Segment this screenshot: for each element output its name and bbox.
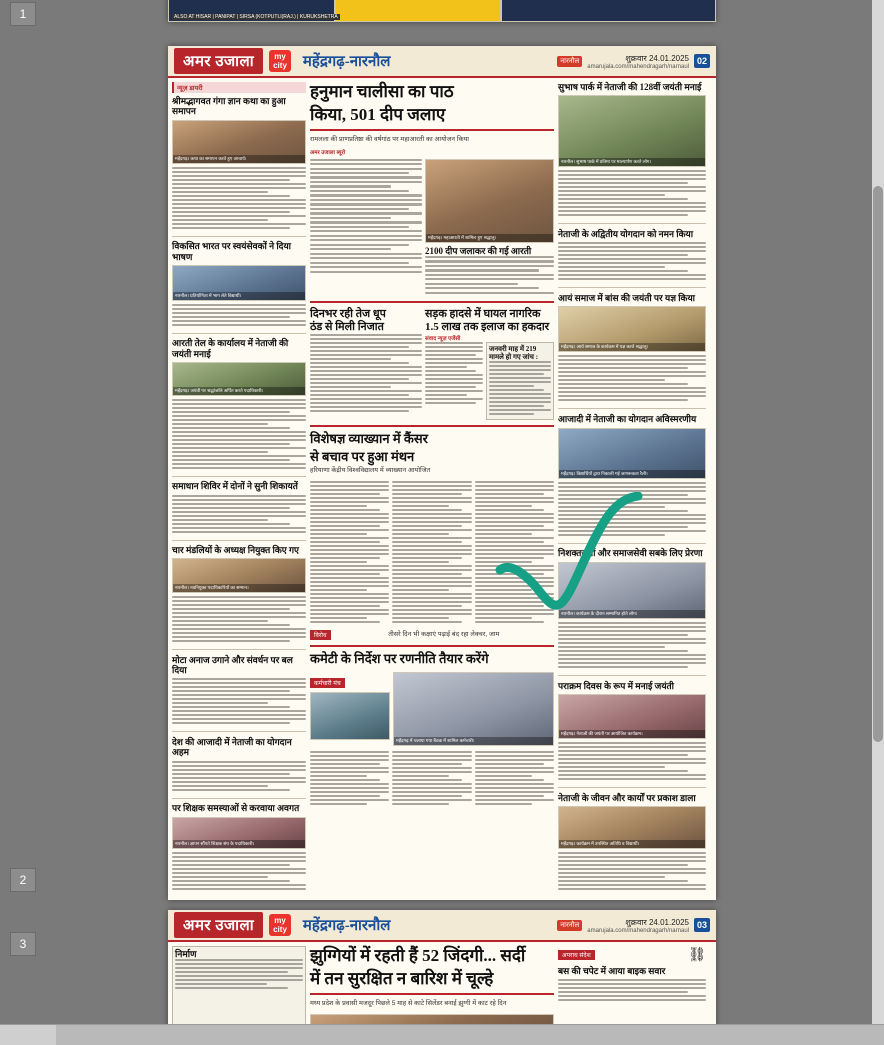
left-story3-caption: महेंद्रगढ़। जयंती पर श्रद्धांजलि अर्पित करते पदाधिकारी। xyxy=(173,387,305,395)
right-column xyxy=(558,82,706,892)
lead-body xyxy=(310,159,422,273)
center-story5-body-col1 xyxy=(310,751,389,807)
center-story2-body xyxy=(310,334,422,412)
next-edition-name: महेंद्रगढ़-नारनौल xyxy=(302,918,391,934)
masthead xyxy=(168,46,716,78)
next-page-badge: 03 xyxy=(694,918,710,932)
city-badge: नारनौल xyxy=(557,56,582,67)
center-story2-headline-line1: दिनभर रही तेज धूप xyxy=(310,308,386,321)
left-story2-caption: नारनौल। प्रतियोगिता में भाग लेते विद्यार्थी। xyxy=(173,292,305,300)
center-story3-sidebar-headline: जनवरी माह में 219 मामले हो गए जांच : xyxy=(489,344,539,361)
right-story3-caption: महेंद्रगढ़। आर्य समाज के कार्यक्रम में यज्ञ करते श्रद्धालु। xyxy=(559,343,705,351)
next-left-box xyxy=(172,946,306,1025)
center-story5-body-col2 xyxy=(392,751,471,807)
right-story4-photo xyxy=(558,428,706,479)
left-story4-headline: समाधान शिविर में दोनों ने सुनी शिकायतें xyxy=(172,481,298,492)
handcuffs-icon: ⛓ xyxy=(688,946,706,962)
prev-page-center-ad xyxy=(335,0,502,22)
center-story2-headline-line2: ठंड से मिली निजात xyxy=(310,320,384,333)
page-number-badge-1: 1 xyxy=(10,2,36,26)
next-right-column xyxy=(558,946,706,1025)
right-story6-caption: महेंद्रगढ़। नेताजी की जयंती पर आयोजित कार्यक्रम। xyxy=(559,730,705,738)
right-story1-photo xyxy=(558,95,706,167)
left-story3-photo xyxy=(172,362,306,396)
next-left-box-heading: निर्माण xyxy=(175,949,197,959)
center-story4-headline-line1: विशेषज्ञ व्याख्यान में कैंसर xyxy=(310,430,428,446)
next-side-headline: बस की चपेट में आया बाइक सवार xyxy=(558,966,666,976)
right-story5-headline: निशक्तजनों और समाजसेवी सबके लिए प्रेरणा xyxy=(558,548,703,559)
left-story5-body xyxy=(172,596,306,644)
center-story4-headline-line2: से बचाव पर हुआ मंथन xyxy=(310,448,415,464)
left-story8-photo xyxy=(172,817,306,849)
page-number-badge-2: 2 xyxy=(10,868,36,892)
right-story5-caption: नारनौल। कार्यक्रम के दौरान सम्मानित होते लोग। xyxy=(559,610,705,618)
right-story5-photo xyxy=(558,562,706,619)
center-story3-body xyxy=(425,342,483,404)
center-story5-body-col3 xyxy=(475,751,554,807)
next-left-box-body xyxy=(175,959,303,989)
center-story3-headline-line1: सड़क हादसे में घायल नागरिक xyxy=(425,308,541,321)
lead-byline: अमर उजाला ब्यूरो xyxy=(310,149,346,156)
left-story1-caption: महेंद्रगढ़। कथा का समापन करते हुए आचार्य। xyxy=(173,155,305,163)
next-lead-headline-line1: झुग्गियों में रहती हैं 52 जिंदगी... सर्दी xyxy=(310,946,526,965)
center-story4-subhead: हरियाणा केंद्रीय विश्वविद्यालय में व्याख्यान आयोजित xyxy=(310,467,431,475)
center-story5-photo-small xyxy=(310,692,390,740)
center-column xyxy=(310,82,554,892)
left-story8-caption: नारनौल। ज्ञापन सौंपते शिक्षक संघ के पदाधिकारी। xyxy=(173,840,305,848)
center-story3-sidebar xyxy=(486,342,554,420)
lead-subsection-headline: 2100 दीप जलाकर की गई आरती xyxy=(425,245,532,256)
left-story2-headline: विकसित भारत पर स्वयंसेवकों ने दिया भाषण xyxy=(172,241,292,262)
next-left-column xyxy=(172,946,306,1025)
page-number-badge-3: 3 xyxy=(10,932,36,956)
right-story4-body xyxy=(558,482,706,538)
mycity-line2: city xyxy=(273,61,287,70)
next-website-url: amarujala.com/mahendragarh/narnaul xyxy=(587,927,689,934)
right-story6-headline: पराक्रम दिवस के रूप में मनाई जयंती xyxy=(558,680,675,691)
lead-photo xyxy=(425,159,554,243)
right-story7-headline: नेताजी के जीवन और कार्यों पर प्रकाश डाला xyxy=(558,792,696,803)
vertical-scrollbar[interactable] xyxy=(872,0,884,1025)
left-story6-body xyxy=(172,678,306,726)
left-story5-headline: चार मंडलियों के अध्यक्ष नियुक्त किए गए xyxy=(172,545,300,556)
edition-name: महेंद्रगढ़-नारनौल xyxy=(302,54,391,70)
next-publication-logo: अमर उजाला xyxy=(174,912,263,938)
publication-logo: अमर उजाला xyxy=(174,48,263,74)
left-story2-body xyxy=(172,304,306,328)
left-story1-body xyxy=(172,167,306,231)
right-story3-body xyxy=(558,355,706,403)
left-kicker: न्यूज़ डायरी xyxy=(172,82,306,93)
left-story6-headline: मोटा अनाज उगाने और संवर्धन पर बल दिया xyxy=(172,654,293,676)
next-lead-subhead: मध्य प्रदेश के प्रवासी मजदूर पिछले 5 माह से काटे सिलेंडर बनाई झुग्गी में काट रहे दिन xyxy=(310,1000,507,1008)
next-issue-date: शुक्रवार 24.01.2025 xyxy=(625,917,689,927)
mycity-line1: my xyxy=(274,52,286,61)
next-lead-headline-line2: में तन सुरक्षित न बारिश में चूल्हे xyxy=(310,968,494,988)
scrollbar-thumb[interactable] xyxy=(873,186,883,742)
center-story5-photo xyxy=(393,672,554,746)
right-story7-body xyxy=(558,852,706,892)
right-story2-headline: नेताजी के अद्वितीय योगदान को नमन किया xyxy=(558,228,694,239)
left-story7-headline: देश की आजादी में नेताजी का योगदान अहम xyxy=(172,737,292,758)
left-story1-photo xyxy=(172,120,306,164)
left-story3-body xyxy=(172,399,306,471)
newspaper-page-2[interactable] xyxy=(168,46,716,900)
left-story8-headline: पर शिक्षक समस्याओं से करवाया अवगत xyxy=(172,803,300,814)
issue-date: शुक्रवार 24.01.2025 xyxy=(625,53,689,63)
left-story5-photo xyxy=(172,558,306,593)
center-story5-tag: कर्मचारी मंच xyxy=(310,678,345,688)
website-url: amarujala.com/mahendragarh/narnaul xyxy=(587,63,689,70)
right-story7-photo xyxy=(558,806,706,849)
center-story4-tag: विरोध xyxy=(310,630,331,640)
next-mycity-line1: my xyxy=(274,916,286,925)
next-side-tag: अपराध संदेश xyxy=(558,950,595,960)
lead-subhead: रामलला की प्राणप्रतिष्ठा की वर्षगांठ पर महाआरती का आयोजन किया xyxy=(310,136,469,144)
right-story4-caption: महेंद्रगढ़। विद्यार्थियों द्वारा निकाली गई जागरूकता रैली। xyxy=(559,470,705,478)
lead-headline-line2: किया, 501 दीप जलाए xyxy=(310,104,446,124)
center-story3-byline: संवाद न्यूज़ एजेंसी xyxy=(425,335,461,342)
right-story4-headline: आजादी में नेताजी का योगदान अविस्मरणीय xyxy=(558,414,697,425)
right-story6-photo xyxy=(558,694,706,739)
left-story7-body xyxy=(172,761,306,793)
center-story5-headline: कमेटी के निर्देश पर रणनीति तैयार करेंगे xyxy=(310,650,489,666)
right-story1-caption: नारनौल। सुभाष पार्क में प्रतिमा पर माल्यार्पण करते लोग। xyxy=(559,158,705,166)
left-story2-photo xyxy=(172,265,306,301)
lead-photo-caption: महेंद्रगढ़। महाआरती में शामिल हुए श्रद्धालु। xyxy=(426,234,553,242)
right-story3-headline: आयं समाज में बांस की जयंती पर यज्ञ किया xyxy=(558,292,696,303)
center-story3-sidebar-body xyxy=(489,361,551,415)
prev-ad-footnote: ALSO AT HISAR | PANIPAT | SIRSA (KOTPUTLI(RAJ.) | KURUKSHETRA xyxy=(174,14,338,20)
right-story3-photo xyxy=(558,306,706,352)
next-mycity-line2: city xyxy=(273,925,287,934)
newspaper-page-3[interactable] xyxy=(168,910,716,1025)
bottom-bar-fill xyxy=(0,1025,56,1045)
mycity-logo xyxy=(269,50,291,72)
center-story4-body-col3 xyxy=(475,481,554,625)
lead-headline-line1: हनुमान चालीसा का पाठ xyxy=(310,82,454,101)
right-story1-headline: सुभाष पार्क में नेताजी की 128वीं जयंती मनाई xyxy=(558,82,702,92)
center-story4-body-col2 xyxy=(392,481,471,625)
prev-page-right-ad xyxy=(501,0,716,22)
bottom-status-bar xyxy=(0,1024,884,1045)
right-story6-body xyxy=(558,742,706,782)
left-column xyxy=(172,82,306,892)
left-story8-body xyxy=(172,852,306,892)
center-story5-caption: महेंद्रगढ़ में चलाया गया बैठक में शामिल कर्मचारी। xyxy=(394,737,553,745)
previous-page-strip[interactable] xyxy=(168,0,716,22)
center-story3-headline-line2: 1.5 लाख तक इलाज का हकदार xyxy=(425,320,550,333)
page-badge: 02 xyxy=(694,54,710,68)
right-story2-body xyxy=(558,242,706,282)
left-story4-body xyxy=(172,495,306,535)
right-story7-caption: महेंद्रगढ़। कार्यक्रम में उपस्थित अतिथि व विद्यार्थी। xyxy=(559,840,705,848)
next-side-body xyxy=(558,979,706,1003)
left-story3-headline: आरती तेल के कार्यालय में नेताजी की जयंती मनाई xyxy=(172,338,289,359)
right-story1-body xyxy=(558,170,706,218)
next-masthead xyxy=(168,910,716,942)
left-story1-headline: श्रीमद्भागवत गंगा ज्ञान कथा का हुआ समापन xyxy=(172,96,286,117)
next-mycity-logo xyxy=(269,914,291,936)
right-story5-body xyxy=(558,622,706,670)
left-story5-caption: नारनौल। नवनियुक्त पदाधिकारियों का सम्मान। xyxy=(173,584,305,592)
next-city-badge: नारनौल xyxy=(557,920,582,931)
lead-subsection-body xyxy=(425,256,554,294)
next-center-column xyxy=(310,946,554,1025)
center-story4-body-col1 xyxy=(310,481,389,625)
center-story4-footer-note: तीसरे दिन भी कक्षाएं पढ़ाई बंद रहा लेक्चर, जाम xyxy=(388,630,500,638)
